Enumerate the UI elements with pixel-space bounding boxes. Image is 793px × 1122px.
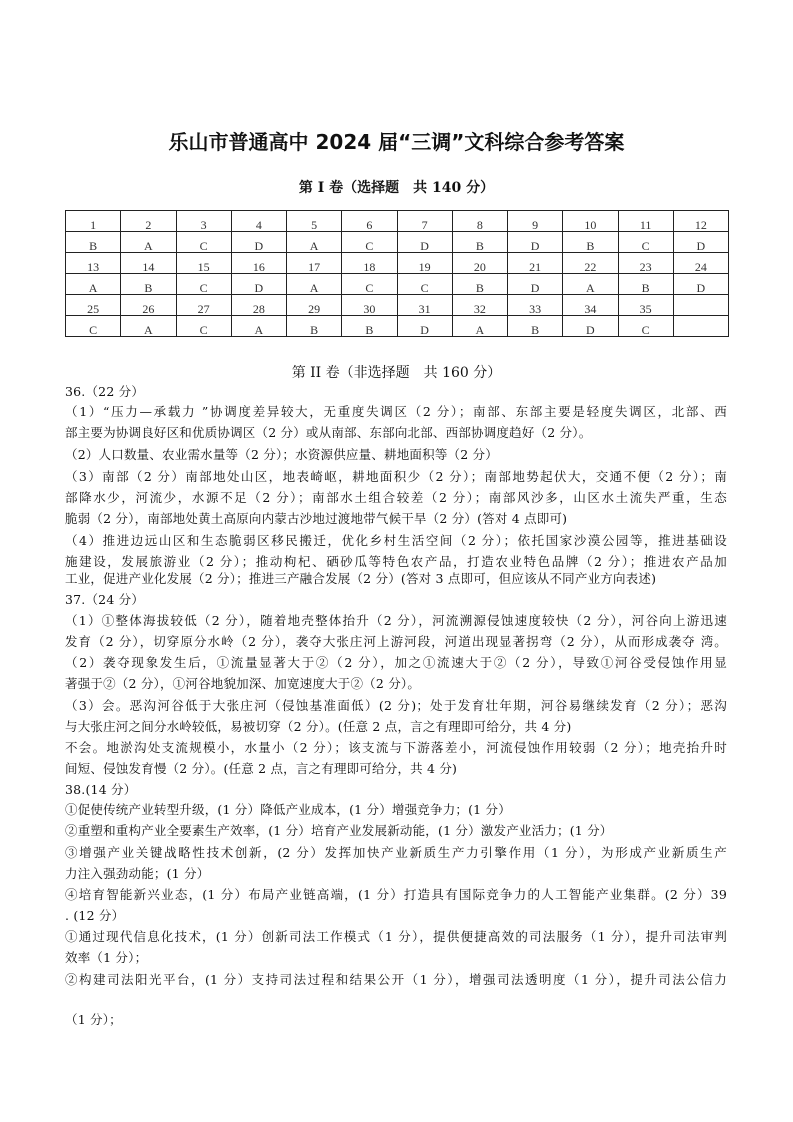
answer-line: ①通过现代信息化技术，(1 分）创新司法工作模式（1 分），提供便捷高效的司法服务（1 分），提升司法审判: [65, 930, 727, 944]
answer-cell: B: [287, 316, 342, 337]
question-number-cell: 24: [673, 253, 728, 274]
answer-cell: B: [452, 232, 507, 253]
question-number-cell: 11: [618, 211, 673, 232]
question-number-cell: 3: [176, 211, 231, 232]
answer-line: （3）南部（2 分）南部地处山区，地表崎岖，耕地面积少（2 分）；南部地势起伏大，交通不便（2 分）；南: [65, 470, 727, 484]
question-heading: 36.（22 分）: [65, 385, 145, 399]
answer-cell: A: [287, 274, 342, 295]
question-number-cell: 35: [618, 295, 673, 316]
answer-line: ②重塑和重构产业全要素生产效率，(1 分）培育产业发展新动能，(1 分）激发产业活力；(1 分）: [65, 824, 613, 838]
answer-row: [66, 274, 729, 295]
answer-line: ①促使传统产业转型升级，(1 分）降低产业成本，(1 分）增强竞争力；(1 分）: [65, 803, 511, 817]
answer-line: . (12 分）: [65, 909, 125, 923]
answer-cell: D: [397, 316, 452, 337]
question-number-row: [66, 295, 729, 316]
answer-cell: D: [397, 232, 452, 253]
answer-line: ③增强产业关键战略性技术创新，(2 分）发挥加快产业新质生产力引擎作用（1 分），为形成产业新质生产: [65, 846, 727, 860]
answer-cell: A: [121, 316, 176, 337]
answer-line: 部降水少，河流少，水源不足（2 分）；南部水土组合较差（2 分）；南部风沙多，山区水土流失严重，生态: [65, 491, 727, 505]
answer-cell: C: [618, 232, 673, 253]
answer-cell: A: [452, 316, 507, 337]
answer-cell: A: [66, 274, 121, 295]
answer-cell: A: [121, 232, 176, 253]
answer-line: （1）“压力—承载力 ”协调度差异较大，无重度失调区（2 分）；南部、东部主要是轻度失调区，北部、西: [65, 405, 727, 419]
question-number-cell: 10: [563, 211, 618, 232]
answer-line: （4）推进边远山区和生态脆弱区移民搬迁，优化乡村生活空间（2 分）；依托国家沙漠公园等，推进基础设: [65, 534, 727, 548]
answer-cell: C: [176, 316, 231, 337]
answer-line: 不会。地淤沟处支流规模小，水量小（2 分）；该支流与下游落差小，河流侵蚀作用较弱（2 分）；地壳抬升时: [65, 741, 727, 755]
question-number-cell: 34: [563, 295, 618, 316]
answer-cell: D: [231, 274, 286, 295]
question-heading: 38.(14 分）: [65, 783, 137, 797]
answer-line: 著强于②（2 分），①河谷地貌加深、加宽速度大于②（2 分）。: [65, 677, 421, 691]
question-number-cell: 28: [231, 295, 286, 316]
question-number-cell: 4: [231, 211, 286, 232]
question-number-cell: 2: [121, 211, 176, 232]
answer-line: 施建设，发展旅游业（2 分）；推动枸杞、硒砂瓜等特色农产品，打造农业特色品牌（2 分）；推进农产品加: [65, 555, 727, 569]
answer-line: 发育（2 分），切穿原分水岭（2 分），袭夺大张庄河上游河段，河道出现显著拐弯（2 分），从而形成袭夺 湾。: [65, 635, 727, 649]
question-number-cell: [673, 295, 728, 316]
question-number-cell: 6: [342, 211, 397, 232]
answer-line: 工业，促进产业化发展（2 分）；推进三产融合发展（2 分）(答对 3 点即可，但应该从不同产业方向表述): [65, 572, 657, 586]
answer-row: [66, 232, 729, 253]
question-number-row: [66, 211, 729, 232]
answer-row: [66, 316, 729, 337]
answer-cell: B: [508, 316, 563, 337]
answer-line: 部主要为协调良好区和优质协调区（2 分）或从南部、东部向北部、西部协调度趋好（2 分）。: [65, 426, 592, 440]
question-number-cell: 33: [508, 295, 563, 316]
answer-line: 脆弱（2 分），南部地处黄土高原向内蒙古沙地过渡地带气候干旱（2 分）(答对 4 点即可): [65, 512, 568, 526]
question-number-cell: 32: [452, 295, 507, 316]
question-number-cell: 29: [287, 295, 342, 316]
question-number-cell: 12: [673, 211, 728, 232]
question-number-cell: 9: [508, 211, 563, 232]
answer-line: （2）人口数量、农业需水量等（2 分）；水资源供应量、耕地面积等（2 分）: [65, 448, 498, 462]
answer-cell: D: [673, 232, 728, 253]
answer-cell: C: [176, 274, 231, 295]
answer-cell: A: [231, 316, 286, 337]
answer-cell: C: [66, 316, 121, 337]
question-number-cell: 31: [397, 295, 452, 316]
question-number-cell: 5: [287, 211, 342, 232]
question-number-cell: 21: [508, 253, 563, 274]
question-heading: 37.（24 分）: [65, 593, 145, 607]
question-number-cell: 18: [342, 253, 397, 274]
question-number-cell: 13: [66, 253, 121, 274]
question-number-cell: 19: [397, 253, 452, 274]
answer-cell: D: [231, 232, 286, 253]
question-number-cell: 16: [231, 253, 286, 274]
answer-cell: B: [66, 232, 121, 253]
document-title: 乐山市普通高中 2024 届“三调”文科综合参考答案: [168, 130, 625, 154]
question-number-row: [66, 253, 729, 274]
question-number-cell: 30: [342, 295, 397, 316]
answer-cell: B: [342, 316, 397, 337]
answer-line: 与大张庄河之间分水岭较低，易被切穿（2 分）。(任意 2 点，言之有理即可给分，共 4 分): [65, 720, 572, 734]
answer-cell: [673, 316, 728, 337]
answer-cell: C: [176, 232, 231, 253]
answer-cell: A: [287, 232, 342, 253]
question-number-cell: 20: [452, 253, 507, 274]
answer-cell: C: [618, 316, 673, 337]
question-number-cell: 17: [287, 253, 342, 274]
answer-line: ④培育智能新兴业态，(1 分）布局产业链高端，(1 分）打造具有国际竞争力的人工智能产业集群。(2 分）39: [65, 888, 727, 902]
answer-cell: D: [508, 274, 563, 295]
answer-line: （3）会。恶沟河谷低于大张庄河（侵蚀基准面低）(2 分)；处于发育壮年期，河谷易继续发育（2 分）；恶沟: [65, 699, 727, 713]
question-number-cell: 26: [121, 295, 176, 316]
answer-line: ②构建司法阳光平台，(1 分）支持司法过程和结果公开（1 分），增强司法透明度（1 分），提升司法公信力: [65, 973, 727, 987]
question-number-cell: 7: [397, 211, 452, 232]
question-number-cell: 1: [66, 211, 121, 232]
question-number-cell: 14: [121, 253, 176, 274]
question-number-cell: 22: [563, 253, 618, 274]
part1-heading: 第 I 卷（选择题 共 140 分）: [298, 180, 495, 196]
answer-cell: C: [397, 274, 452, 295]
question-number-cell: 23: [618, 253, 673, 274]
answer-cell: C: [342, 274, 397, 295]
answer-cell: B: [563, 232, 618, 253]
answer-cell: C: [342, 232, 397, 253]
answer-cell: B: [618, 274, 673, 295]
answer-cell: D: [508, 232, 563, 253]
question-number-cell: 27: [176, 295, 231, 316]
answer-cell: B: [121, 274, 176, 295]
answer-line: （1 分）；: [65, 1013, 122, 1027]
part2-heading: 第 II 卷（非选择题 共 160 分）: [291, 365, 502, 381]
answer-cell: A: [563, 274, 618, 295]
answer-cell: B: [452, 274, 507, 295]
answer-line: 力注入强劲动能；(1 分）: [65, 867, 210, 881]
answer-cell: D: [563, 316, 618, 337]
answer-table: [65, 210, 729, 337]
question-number-cell: 25: [66, 295, 121, 316]
question-number-cell: 8: [452, 211, 507, 232]
question-number-cell: 15: [176, 253, 231, 274]
answer-line: 效率（1 分）；: [65, 951, 148, 965]
answer-line: （2）袭夺现象发生后，①流量显著大于②（2 分），加之①流速大于②（2 分），导致①河谷受侵蚀作用显: [65, 656, 727, 670]
answer-cell: D: [673, 274, 728, 295]
answer-line: （1）①整体海拔较低（2 分），随着地壳整体抬升（2 分），河流溯源侵蚀速度较快（2 分），河谷向上游迅速: [65, 614, 727, 628]
answer-line: 间短、侵蚀发育慢（2 分）。(任意 2 点，言之有理即可给分，共 4 分): [65, 762, 458, 776]
